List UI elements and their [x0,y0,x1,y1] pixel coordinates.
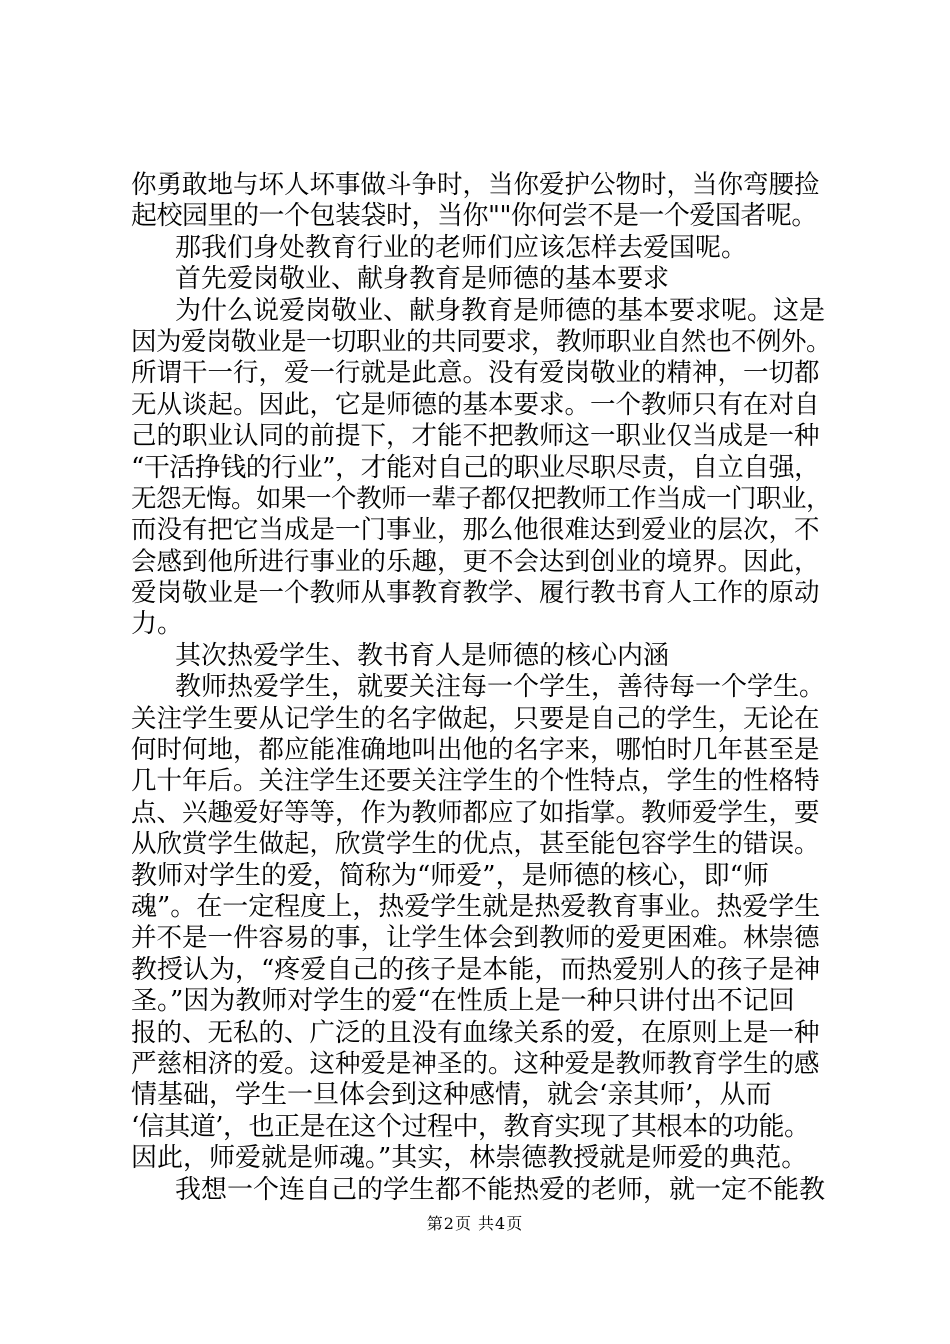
text-line: 因此，师爱就是师魂。”其实，林崇德教授就是师爱的典范。 [131,1143,808,1174]
text-line: 无从谈起。因此，它是师德的基本要求。一个教师只有在对自 [131,389,820,420]
text-line: 为什么说爱岗敬业、献身教育是师德的基本要求呢。这是 [175,295,826,326]
document-body [131,170,831,1206]
text-line: 魂”。在一定程度上，热爱学生就是热爱教育事业。热爱学生 [131,891,821,922]
text-line: 教授认为，“疼爱自己的孩子是本能，而热爱别人的孩子是神 [131,954,821,985]
text-line: ‘信其道’，也正是在这个过程中，教育实现了其根本的功能。 [131,1111,810,1142]
text-line: 几十年后。关注学生还要关注学生的个性特点，学生的性格特 [131,766,820,797]
text-line: 而没有把它当成是一门事业，那么他很难达到爱业的层次，不 [131,515,820,546]
text-line: 因为爱岗敬业是一切职业的共同要求，教师职业自然也不例外。 [131,326,832,357]
text-line: 教师对学生的爱，简称为“师爱”，是师德的核心，即“师 [131,860,769,891]
text-line: 所谓干一行，爱一行就是此意。没有爱岗敬业的精神，一切都 [131,358,820,389]
text-line: 关注学生要从记学生的名字做起，只要是自己的学生，无论在 [131,703,820,734]
text-line: “干活挣钱的行业”，才能对自己的职业尽职尽责，自立自强， [131,452,820,483]
text-line: 情基础，学生一旦体会到这种感情，就会‘亲其师’，从而 [131,1080,772,1111]
text-line: 点、兴趣爱好等等，作为教师都应了如指掌。教师爱学生，要 [131,797,820,828]
text-line: 首先爱岗敬业、献身教育是师德的基本要求 [175,264,670,295]
text-line: 会感到他所进行事业的乐趣，更不会达到创业的境界。因此， [131,546,820,577]
text-line: 起校园里的一个包装袋时，当你""你何尝不是一个爱国者呢。 [131,201,817,232]
text-line: 其次热爱学生、教书育人是师德的核心内涵 [175,640,670,671]
text-line: 何时何地，都应能准确地叫出他的名字来，哪怕时几年甚至是 [131,735,820,766]
text-line: 我想一个连自己的学生都不能热爱的老师，就一定不能教 [175,1174,826,1205]
text-line: 报的、无私的、广泛的且没有血缘关系的爱，在原则上是一种 [131,1017,820,1048]
text-line: 无怨无悔。如果一个教师一辈子都仅把教师工作当成一门职业， [131,483,832,514]
text-line: 那我们身处教育行业的老师们应该怎样去爱国呢。 [175,232,748,263]
text-line: 爱岗敬业是一个教师从事教育教学、履行教书育人工作的原动 [131,578,820,609]
text-line: 圣。”因为教师对学生的爱“在性质上是一种只讲付出不记回 [131,986,795,1017]
text-line: 教师热爱学生，就要关注每一个学生，善待每一个学生。 [175,672,826,703]
text-line: 从欣赏学生做起，欣赏学生的优点，甚至能包容学生的错误。 [131,829,820,860]
page-number-footer: 第2页 共4页 [426,1214,524,1233]
text-line: 你勇敢地与坏人坏事做斗争时，当你爱护公物时，当你弯腰捡 [131,170,820,200]
text-line: 并不是一件容易的事，让学生体会到教师的爱更困难。林崇德 [131,923,820,954]
text-line: 力。 [131,609,184,640]
text-line: 严慈相济的爱。这种爱是神圣的。这种爱是教师教育学生的感 [131,1048,820,1079]
text-line: 己的职业认同的前提下，才能不把教师这一职业仅当成是一种 [131,421,820,452]
